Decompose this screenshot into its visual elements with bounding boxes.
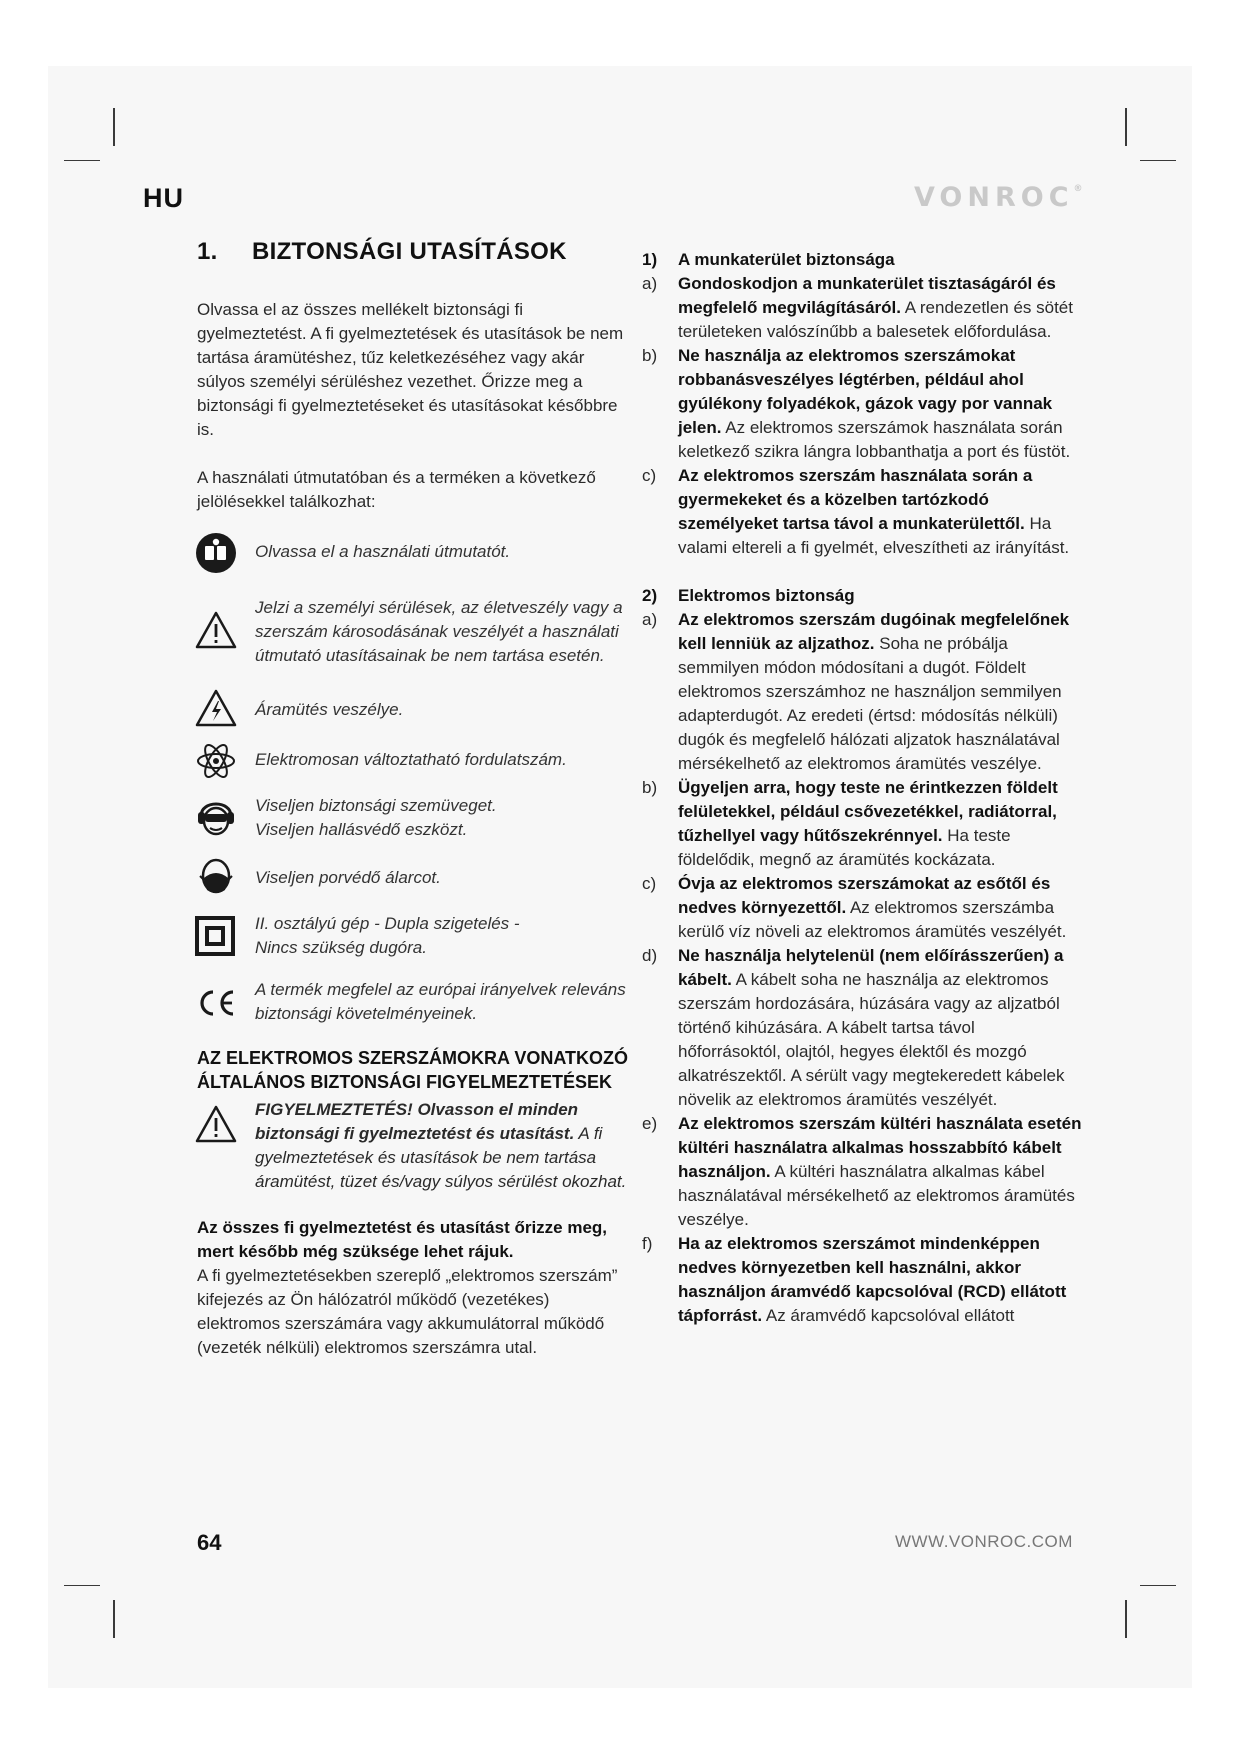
warning-text	[243, 1098, 629, 1194]
symbol-row	[197, 596, 629, 668]
item-body	[678, 272, 1082, 344]
general-warnings-heading: AZ ELEKTROMOS SZERSZÁMOKRA VONATKOZÓ ÁLTALÁNOS BIZTONSÁGI FIGYELMEZTETÉSEK	[197, 1048, 628, 1092]
language-code: HU	[143, 183, 184, 213]
item-bold: Az elektromos szerszám kültéri használata esetén kültéri használatra alkalmas hosszabbító kábelt használjon.	[678, 1114, 1082, 1181]
list-item	[642, 1232, 1082, 1328]
warning-triangle-icon	[195, 1098, 243, 1144]
item-body	[678, 1112, 1082, 1232]
intro-paragraph: Olvassa el az összes mellékelt biztonsági fi gyelmeztetést. A fi gyelmeztetések és utasítások be nem tartása áramütéshez, tűz keletkezéséhez vagy akár súlyos személyi sérüléshez vezethet. Őrizze meg a biztonsági fi gyelmeztetéseket és utasításokat későbbre is.	[197, 300, 624, 439]
item-text: Soha ne próbálja semmilyen módon módosítani a dugót. Földelt elektromos szerszámhoz ne használjon semmilyen adapterdugót. Az eredeti (értsd: módosítás nélküli) dugók és megfelelő hálózati aljzatok használatával mérsékelhető az elektromos áramütés veszélye.	[678, 634, 1062, 773]
item-text: Az elektromos szerszámok használata során keletkező szikra lángra lobbanthatja a port és füstöt.	[678, 418, 1071, 461]
keep-instructions-bold: Az összes fi gyelmeztetést és utasítást őrizze meg, mert később még szüksége lehet rájuk.	[197, 1218, 608, 1261]
symbol-row	[197, 688, 629, 728]
variable-speed-icon	[195, 742, 243, 780]
item-bold: Ügyeljen arra, hogy teste ne érintkezzen földelt felületekkel, például csővezetékkel, radiátorral, tűzhellyel vagy hűtőszekrénnyel.	[678, 778, 1058, 845]
subsection-heading	[642, 584, 1082, 608]
symbol-text	[243, 794, 497, 842]
item-bold: Óvja az elektromos szerszámokat az esőtől és nedves környezettől.	[678, 874, 1051, 917]
subsection-number: 1)	[642, 250, 658, 269]
item-bold: Ha az elektromos szerszámot mindenképpen nedves környezetben kell használni, akkor használjon áramvédő kapcsolóval (RCD) ellátott tápforrást.	[678, 1234, 1067, 1325]
item-body	[678, 944, 1082, 1112]
left-column	[197, 240, 629, 1360]
symbol-text: Olvassa el a használati útmutatót.	[255, 542, 511, 561]
warning-body: A fi gyelmeztetések és utasítások be nem tartása áramütést, tüzet és/vagy súlyos sérülést okozhat.	[255, 1124, 627, 1191]
symbol-row	[197, 532, 629, 574]
crop-mark	[113, 1600, 115, 1638]
item-text: Ha valami eltereli a fi gyelmét, elveszítheti az irányítást.	[678, 514, 1070, 557]
subsection-number: 2)	[642, 586, 658, 605]
symbol-row	[197, 856, 629, 898]
item-body	[678, 776, 1082, 872]
keep-instructions	[197, 1216, 629, 1264]
item-label: c)	[642, 874, 657, 893]
section-title-text: BIZTONSÁGI UTASÍTÁSOK	[252, 238, 567, 265]
subsection-title: A munkaterület biztonsága	[678, 250, 895, 269]
crop-mark	[64, 1585, 100, 1586]
list-item	[642, 776, 1082, 872]
item-body	[678, 608, 1082, 776]
item-text: A kültéri használatra alkalmas kábel használatával mérsékelhető az elektromos áramütés veszélye.	[678, 1162, 1075, 1229]
item-bold: Az elektromos szerszám használata során a gyermekeket és a közelben tartózkodó személyeket tartsa távol a munkaterülettől.	[678, 466, 1033, 533]
symbol-row	[197, 794, 629, 842]
item-bold: Ne használja az elektromos szerszámokat robbanásveszélyes légtérben, például ahol gyúlékony folyadékok, gázok vagy por vannak jelen.	[678, 346, 1053, 437]
item-label: c)	[642, 466, 657, 485]
item-body	[678, 1232, 1082, 1328]
symbol-row	[197, 912, 629, 960]
website-url: WWW.VONROC.COM	[895, 1532, 1073, 1551]
list-item	[642, 464, 1082, 560]
list-item	[642, 608, 1082, 776]
item-body	[678, 872, 1082, 944]
symbol-row	[197, 742, 629, 780]
item-label: a)	[642, 274, 658, 293]
symbol-text-line: Viseljen biztonsági szemüveget.	[255, 796, 497, 815]
list-item	[642, 344, 1082, 464]
class-ii-icon	[195, 912, 243, 956]
item-text: Az elektromos szerszámba kerülő víz növeli az elektromos áramütés veszélyét.	[678, 898, 1067, 941]
brand-mark: ®	[1073, 184, 1083, 194]
symbol-text: Jelzi a személyi sérülések, az életveszély vagy a szerszám károsodásának veszélyét a használati útmutató utasításainak be nem tartása esetén.	[255, 598, 623, 665]
brand-name: VONROC	[914, 182, 1074, 213]
item-bold: Gondoskodjon a munkaterület tisztaságáról és megfelelő megvilágításáról.	[678, 274, 1056, 317]
symbol-text: Áramütés veszélye.	[255, 700, 404, 719]
list-item	[642, 272, 1082, 344]
crop-mark	[64, 160, 100, 161]
section-title	[197, 240, 629, 264]
warning-bold: FIGYELMEZTETÉS! Olvasson el minden biztonsági fi gyelmeztetést és utasítást.	[255, 1100, 579, 1143]
item-bold: Ne használja helytelenül (nem előírásszerűen) a kábelt.	[678, 946, 1064, 989]
item-text: Ha teste földelődik, megnő az áramütés kockázata.	[678, 826, 1011, 869]
item-bold: Az elektromos szerszám dugóinak megfelelőnek kell lenniük az aljzathoz.	[678, 610, 1070, 653]
crop-mark	[1125, 1600, 1127, 1638]
item-text: A rendezetlen és sötét területeken valószínűbb a balesetek előfordulása.	[678, 298, 1073, 341]
warning-triangle-icon	[195, 596, 243, 650]
section-number: 1.	[197, 238, 218, 265]
right-column	[642, 248, 1082, 1328]
ce-mark-icon	[195, 978, 243, 1018]
symbol-text: Elektromosan változtatható fordulatszám.	[255, 750, 567, 769]
item-label: a)	[642, 610, 658, 629]
electric-shock-icon	[195, 688, 243, 728]
keep-instructions-body: A fi gyelmeztetésekben szereplő „elektromos szerszám” kifejezés az Ön hálózatról működő (vezetékes) elektromos szerszámára vagy akkumulátorral működő (vezeték nélküli) elektromos szerszámra utal.	[197, 1266, 618, 1357]
list-item	[642, 1112, 1082, 1232]
crop-mark	[113, 108, 115, 146]
subsection-heading	[642, 248, 1082, 272]
item-label: d)	[642, 946, 658, 965]
symbol-row	[197, 978, 629, 1026]
item-text: A kábelt soha ne használja az elektromos szerszám hordozására, húzására vagy az aljzatból történő kihúzására. A kábelt tartsa távol hőforrásoktól, olajtól, hegyes élektől és mozgó alkatrészektől. A sérült vagy megtekeredett kábelek növelik az elektromos áramütés veszélyét.	[678, 970, 1065, 1109]
item-body	[678, 344, 1082, 464]
item-text: Az áramvédő kapcsolóval ellátott	[765, 1306, 1015, 1325]
symbol-text-line: II. osztályú gép - Dupla szigetelés -	[255, 914, 520, 933]
crop-mark	[1140, 1585, 1176, 1586]
item-label: e)	[642, 1114, 658, 1133]
item-label: f)	[642, 1234, 653, 1253]
spacer	[642, 560, 1082, 584]
warning-block	[197, 1098, 629, 1194]
item-label: b)	[642, 346, 658, 365]
symbols-intro: A használati útmutatóban és a terméken a következő jelölésekkel találkozhat:	[197, 468, 596, 511]
page-number: 64	[197, 1530, 222, 1555]
brand-logo	[914, 182, 1083, 213]
symbol-text: Viseljen porvédő álarcot.	[255, 868, 441, 887]
list-item	[642, 944, 1082, 1112]
item-body	[678, 464, 1082, 560]
crop-mark	[1140, 160, 1176, 161]
crop-mark	[1125, 108, 1127, 146]
symbol-text	[243, 912, 520, 960]
symbol-text-line: Viseljen hallásvédő eszközt.	[255, 820, 468, 839]
symbol-text: A termék megfelel az európai irányelvek releváns biztonsági követelményeinek.	[255, 980, 626, 1023]
read-manual-icon	[195, 532, 243, 574]
symbol-text-line: Nincs szükség dugóra.	[255, 938, 427, 957]
dust-mask-icon	[195, 856, 243, 898]
goggles-ear-protection-icon	[195, 794, 243, 838]
subsection-title: Elektromos biztonság	[678, 586, 855, 605]
list-item	[642, 872, 1082, 944]
item-label: b)	[642, 778, 658, 797]
